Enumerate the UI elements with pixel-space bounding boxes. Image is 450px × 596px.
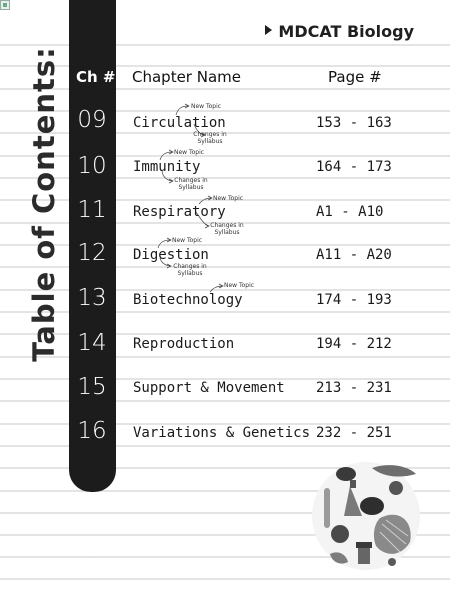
chapter-name: Variations & Genetics — [133, 425, 311, 441]
header-page-number: Page # — [328, 68, 382, 86]
side-title: Table of Contents: — [27, 46, 61, 362]
brand-title — [265, 22, 414, 41]
annotation-changes-in-syllabus — [193, 131, 227, 145]
chapter-name: Digestion — [133, 247, 209, 263]
chapter-number: 15 — [77, 374, 107, 400]
footer-mark: ····· — [88, 555, 93, 559]
annotation-new-topic: New Topic — [224, 282, 255, 289]
chapter-pages: 153 - 163 — [316, 115, 392, 131]
annotation-changes-in-syllabus — [210, 222, 244, 236]
annotation-changes-line1: Changes in — [210, 222, 244, 229]
annotation-changes-line1: Changes in — [173, 263, 207, 270]
chapter-name: Respiratory — [133, 204, 226, 220]
header-chapter-number: Ch # — [76, 68, 116, 86]
chapter-pages: 174 - 193 — [316, 292, 392, 308]
annotation-changes-in-syllabus — [174, 177, 208, 191]
annotation-changes-line2: Syllabus — [177, 270, 203, 277]
chapter-number: 14 — [77, 330, 107, 356]
chapter-number: 11 — [77, 197, 107, 223]
annotation-changes-line2: Syllabus — [178, 184, 204, 191]
annotation-new-topic: New Topic — [191, 103, 222, 110]
annotation-new-topic: New Topic — [174, 149, 205, 156]
chapter-number: 10 — [77, 153, 107, 179]
chapter-pages: 164 - 173 — [316, 159, 392, 175]
chapter-pages: A11 - A20 — [316, 247, 392, 263]
chapter-pages: 232 - 251 — [316, 425, 392, 441]
chapter-pages: 213 - 231 — [316, 380, 392, 396]
chapter-pages: A1 - A10 — [316, 204, 384, 220]
annotation-changes-line1: Changes in — [193, 131, 227, 138]
chapter-number: 09 — [77, 107, 107, 133]
chapter-name: Biotechnology — [133, 292, 243, 308]
chapter-pages: 194 - 212 — [316, 336, 392, 352]
broken-image-icon — [0, 0, 10, 10]
triangle-marker-icon — [265, 25, 272, 35]
annotation-changes-in-syllabus — [173, 263, 207, 277]
annotation-changes-line2: Syllabus — [214, 229, 240, 236]
chapter-name: Reproduction — [133, 336, 235, 352]
annotation-new-topic: New Topic — [213, 195, 244, 202]
annotation-new-topic: New Topic — [172, 237, 203, 244]
chapter-name: Support & Movement — [133, 380, 285, 396]
annotation-changes-line2: Syllabus — [197, 138, 223, 145]
chapter-number: 13 — [77, 285, 107, 311]
chapter-name: Immunity — [133, 159, 201, 175]
brand-label: MDCAT Biology — [278, 22, 414, 41]
chapter-number: 12 — [77, 240, 107, 266]
annotation-changes-line1: Changes in — [174, 177, 208, 184]
chapter-name: Circulation — [133, 115, 226, 131]
chapter-number: 16 — [77, 418, 107, 444]
header-chapter-name: Chapter Name — [132, 68, 241, 86]
biology-illustration — [310, 458, 422, 574]
